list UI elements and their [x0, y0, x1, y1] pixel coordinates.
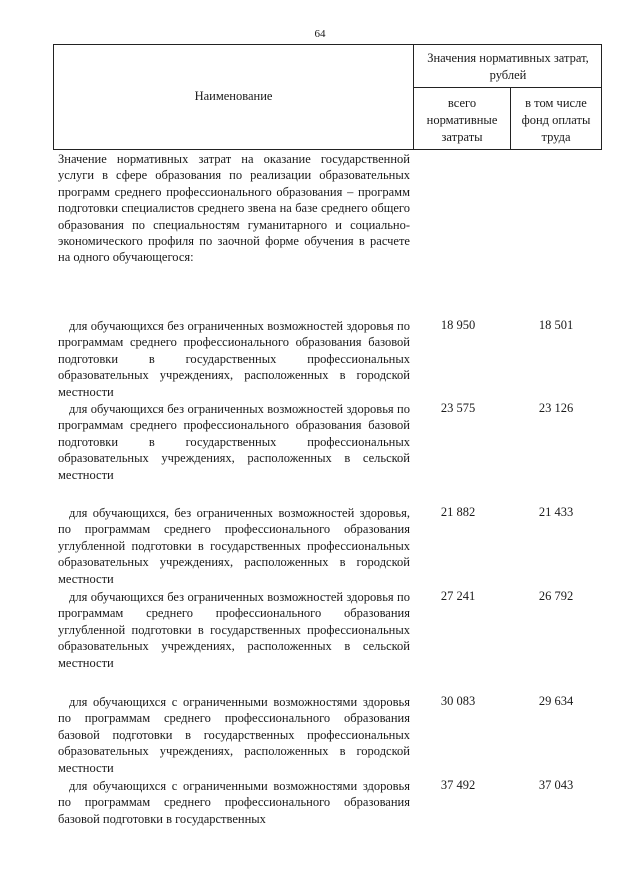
row-text: для обучающихся без ограниченных возможностей здоровья по программам среднего профессионального образования базовой подготовки в государственных профессиональных образовательных учреждениях, расположенных в городской местности	[58, 319, 410, 399]
row-text: для обучающихся без ограниченных возможностей здоровья по программам среднего профессионального образования базовой подготовки в государственных профессиональных образовательных учреждениях, расположенных в сельской местности	[58, 402, 410, 482]
intro-text: Значение нормативных затрат на оказание государственной услуги в сфере образования по реализации образовательных программ среднего профессионального образования – программ подготовки специалистов среднего звена на базе среднего общего образования по специальностям гуманитарного и социально-экономического профиля по заочной форме обучения в расчете на одного обучающегося:	[58, 152, 410, 265]
table-row	[58, 505, 410, 587]
table-row	[58, 318, 410, 400]
table-row	[58, 694, 410, 776]
row-payroll: 18 501	[538, 318, 574, 332]
row-payroll: 26 792	[538, 589, 574, 603]
row-payroll: 21 433	[538, 505, 574, 519]
table-row	[58, 589, 410, 671]
row-total: 18 950	[440, 318, 476, 332]
row-total: 27 241	[440, 589, 476, 603]
header-bottom-border	[53, 149, 602, 150]
row-total: 23 575	[440, 401, 476, 415]
row-text: для обучающихся без ограниченных возможностей здоровья по программам среднего профессионального образования углубленной подготовки в государственных профессиональных образовательных учреждениях, расположенных в сельской местности	[58, 590, 410, 670]
row-total: 30 083	[440, 694, 476, 708]
page-number: 64	[314, 28, 326, 40]
table-row	[58, 778, 410, 827]
row-total: 37 492	[440, 778, 476, 792]
intro-paragraph	[58, 151, 410, 266]
row-payroll: 29 634	[538, 694, 574, 708]
table-row	[58, 401, 410, 483]
header-payroll: в том числе фонд оплаты труда	[521, 96, 591, 144]
header-total: всего нормативные затраты	[426, 96, 498, 144]
header-name: Наименование	[194, 89, 273, 103]
row-payroll: 37 043	[538, 778, 574, 792]
row-text: для обучающихся с ограниченными возможностями здоровья по программам среднего профессионального образования базовой подготовки в государственных профессиональных образовательных учреждениях, расположенных в городской местности	[58, 695, 410, 775]
row-text: для обучающихся с ограниченными возможностями здоровья по программам среднего профессионального образования базовой подготовки в государственных	[58, 779, 410, 826]
table-top-border	[53, 44, 602, 45]
row-total: 21 882	[440, 505, 476, 519]
row-payroll: 23 126	[538, 401, 574, 415]
header-subdivider	[413, 87, 602, 88]
table-right-border	[601, 44, 602, 150]
header-values-group: Значения нормативных затрат, рублей	[427, 51, 589, 82]
row-text: для обучающихся, без ограниченных возможностей здоровья, по программам среднего профессионального образования углубленной подготовки в государственных профессиональных образовательных учреждениях, расположенных в городской местности	[58, 506, 410, 586]
